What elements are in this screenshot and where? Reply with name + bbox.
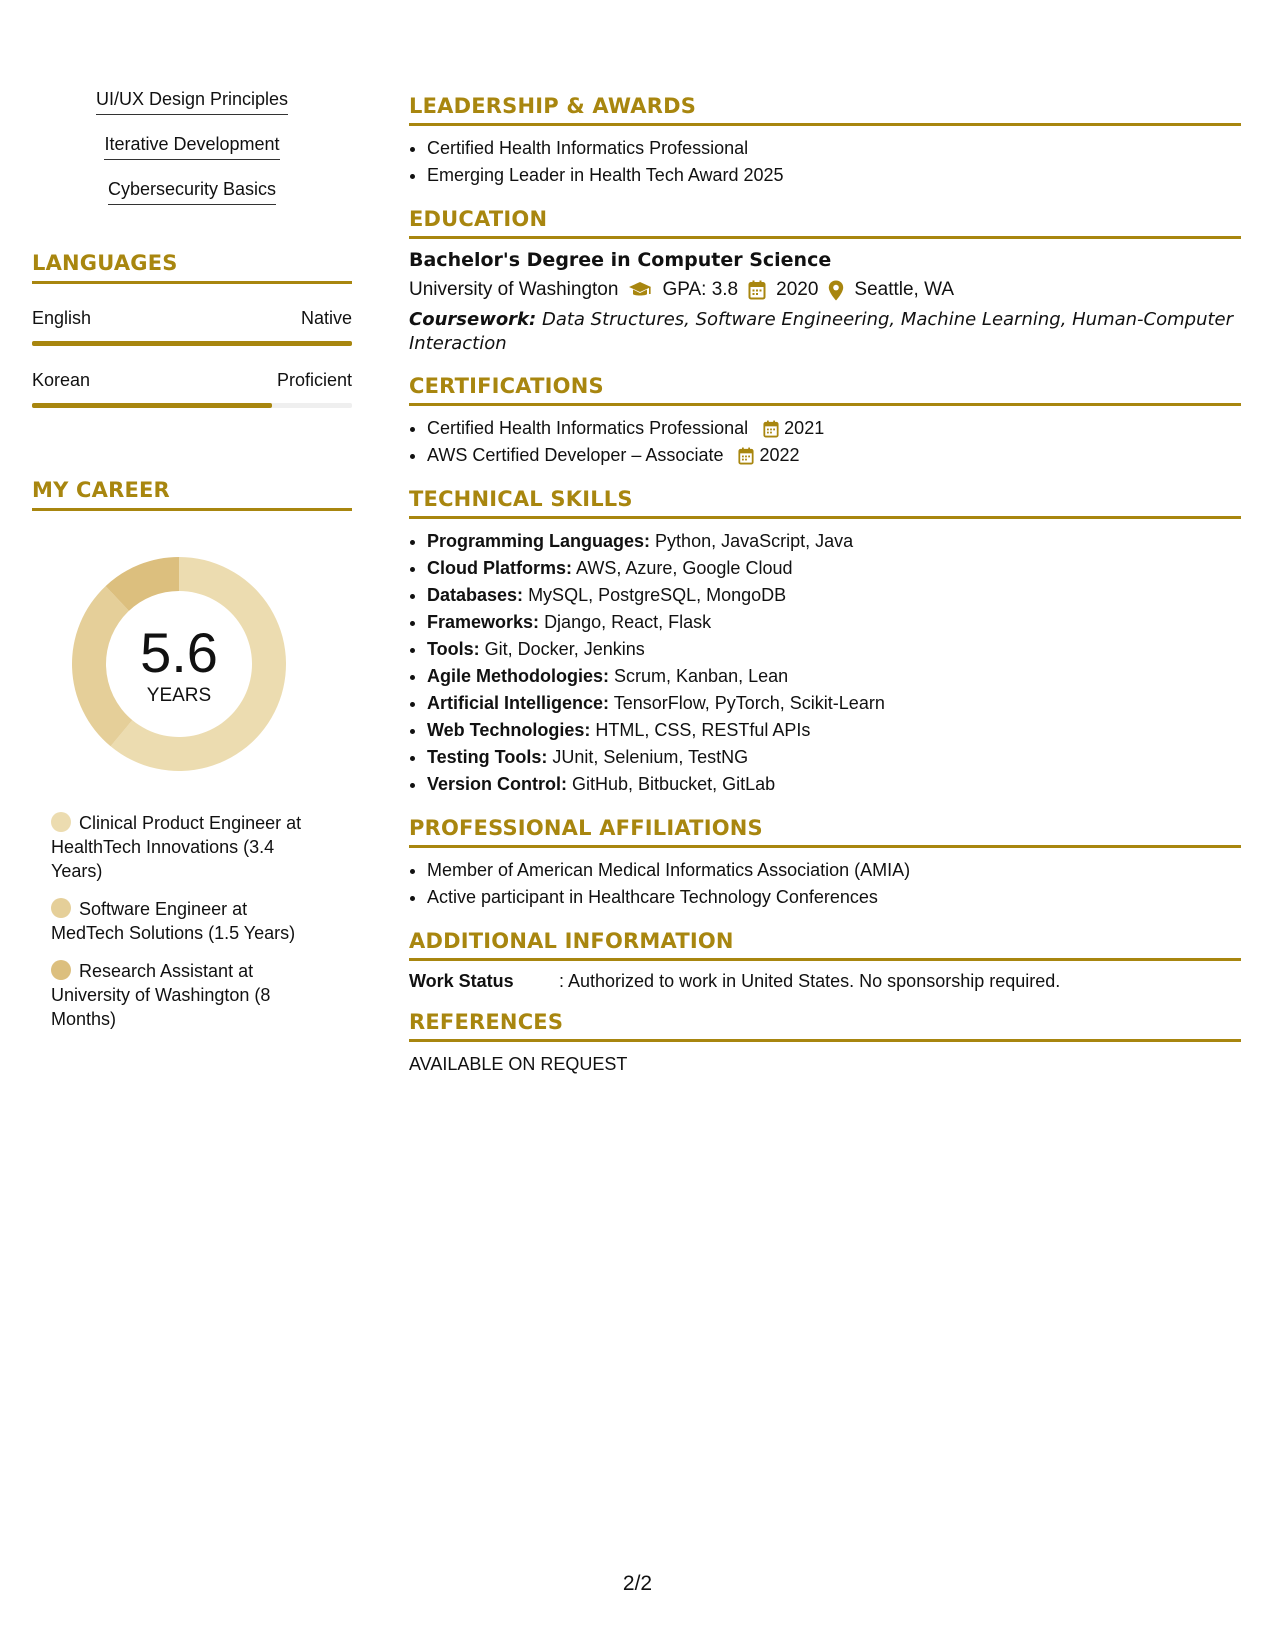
additional-info-heading: ADDITIONAL INFORMATION (409, 929, 1241, 961)
languages-section (32, 251, 352, 408)
language-bar-fill (32, 403, 272, 408)
left-column (32, 70, 352, 1045)
career-total: 5.6 (140, 621, 218, 684)
skill-category: Testing Tools: (427, 747, 548, 767)
career-item (51, 897, 316, 945)
leadership-list (409, 135, 1241, 189)
certification-name: Certified Health Informatics Professional (427, 418, 749, 438)
career-donut (66, 551, 292, 777)
list-item: • Active participant in Healthcare Technology Conferences (427, 884, 1241, 911)
skill-category: Tools: (427, 639, 480, 659)
technical-skill-item (427, 771, 1241, 798)
language-bar (32, 403, 352, 408)
skill-values: TensorFlow, PyTorch, Scikit-Learn (613, 693, 885, 713)
list-item (427, 442, 1241, 469)
career-heading: MY CAREER (32, 478, 352, 511)
language-level: Proficient (276, 370, 352, 390)
right-column (409, 70, 1241, 1075)
skill-category: Web Technologies: (427, 720, 591, 740)
work-status-label: Work Status (409, 971, 514, 991)
calendar-icon (748, 280, 766, 300)
education-heading: EDUCATION (409, 207, 1241, 239)
languages-heading: LANGUAGES (32, 251, 352, 284)
work-status-value: : Authorized to work in United States. No sponsorship required. (559, 971, 1061, 991)
language-item (32, 370, 352, 408)
skill-tag-label: Iterative Development (104, 133, 279, 160)
career-item (51, 811, 316, 883)
technical-skill-item (427, 555, 1241, 582)
career-item-text: Research Assistant at University of Washington (8 Months) (51, 961, 271, 1029)
skill-values: MySQL, PostgreSQL, MongoDB (528, 585, 787, 605)
technical-skill-item (427, 717, 1241, 744)
affiliations-list (409, 857, 1241, 911)
career-list (32, 811, 352, 1031)
certification-year: 2021 (784, 418, 825, 438)
technical-skill-item (427, 690, 1241, 717)
references-heading: REFERENCES (409, 1010, 1241, 1042)
skill-values: Django, React, Flask (544, 612, 712, 632)
career-item-text: Clinical Product Engineer at HealthTech Innovations (3.4 Years) (51, 813, 302, 881)
skill-tags (32, 88, 352, 207)
page-number: 2/2 (622, 1572, 653, 1595)
career-section (32, 478, 352, 1031)
education-location: Seattle, WA (854, 279, 955, 300)
skill-values: HTML, CSS, RESTful APIs (595, 720, 811, 740)
skill-values: Python, JavaScript, Java (655, 531, 854, 551)
skill-category: Agile Methodologies: (427, 666, 609, 686)
leadership-heading: LEADERSHIP & AWARDS (409, 94, 1241, 126)
calendar-icon (763, 418, 779, 438)
graduation-year: 2020 (776, 279, 819, 300)
skill-category: Cloud Platforms: (427, 558, 573, 578)
language-level: Native (300, 308, 352, 328)
certifications-heading: CERTIFICATIONS (409, 374, 1241, 406)
skill-category: Programming Languages: (427, 531, 651, 551)
career-dot (51, 960, 71, 980)
language-bar (32, 341, 352, 346)
list-item: • Member of American Medical Informatics Association (AMIA) (427, 857, 1241, 884)
school-name: University of Washington (409, 279, 619, 300)
technical-skill-item (427, 636, 1241, 663)
certification-name: AWS Certified Developer – Associate (427, 445, 724, 465)
skill-values: Scrum, Kanban, Lean (614, 666, 789, 686)
career-dot (51, 898, 71, 918)
certification-year: 2022 (759, 445, 800, 465)
skill-tag (32, 178, 352, 207)
skill-tag-label: Cybersecurity Basics (108, 178, 276, 205)
skill-category: Databases: (427, 585, 524, 605)
technical-skill-item (427, 582, 1241, 609)
technical-skills-list (409, 528, 1241, 798)
language-name: Korean (32, 370, 91, 390)
technical-skill-item (427, 744, 1241, 771)
technical-skill-item (427, 663, 1241, 690)
skill-values: Git, Docker, Jenkins (484, 639, 645, 659)
work-status-row (409, 971, 1241, 992)
degree-title: Bachelor's Degree in Computer Science (409, 249, 832, 271)
technical-skills-heading: TECHNICAL SKILLS (409, 487, 1241, 519)
career-item-text: Software Engineer at MedTech Solutions (1.5 Years) (51, 899, 296, 943)
coursework (409, 308, 1241, 356)
skill-tag (32, 88, 352, 117)
skill-category: Artificial Intelligence: (427, 693, 610, 713)
list-item: • Emerging Leader in Health Tech Award 2025 (427, 162, 1241, 189)
language-bar-fill (32, 341, 352, 346)
certifications-list (409, 415, 1241, 469)
skill-tag (32, 133, 352, 162)
skill-values: AWS, Azure, Google Cloud (576, 558, 793, 578)
technical-skill-item (427, 528, 1241, 555)
list-item (427, 415, 1241, 442)
career-dot (51, 812, 71, 832)
calendar-icon (738, 445, 754, 465)
skill-values: JUnit, Selenium, TestNG (552, 747, 749, 767)
location-pin-icon (828, 280, 844, 301)
affiliations-heading: PROFESSIONAL AFFILIATIONS (409, 816, 1241, 848)
skill-values: GitHub, Bitbucket, GitLab (572, 774, 776, 794)
skill-tag-label: UI/UX Design Principles (96, 88, 288, 115)
list-item: • Certified Health Informatics Professional (427, 135, 1241, 162)
career-item (51, 959, 316, 1031)
career-unit: YEARS (146, 685, 212, 706)
skill-category: Version Control: (427, 774, 568, 794)
education-details (409, 279, 1241, 301)
gpa: GPA: 3.8 (662, 279, 739, 300)
technical-skill-item (427, 609, 1241, 636)
coursework-value: Data Structures, Software Engineering, Machine Learning, Human-Computer Interaction (409, 309, 1234, 354)
language-item (32, 308, 352, 346)
references-text: AVAILABLE ON REQUEST (409, 1054, 628, 1074)
skill-category: Frameworks: (427, 612, 540, 632)
language-name: English (32, 308, 92, 328)
coursework-label: Coursework: (409, 309, 537, 330)
graduation-cap-icon (628, 281, 652, 299)
